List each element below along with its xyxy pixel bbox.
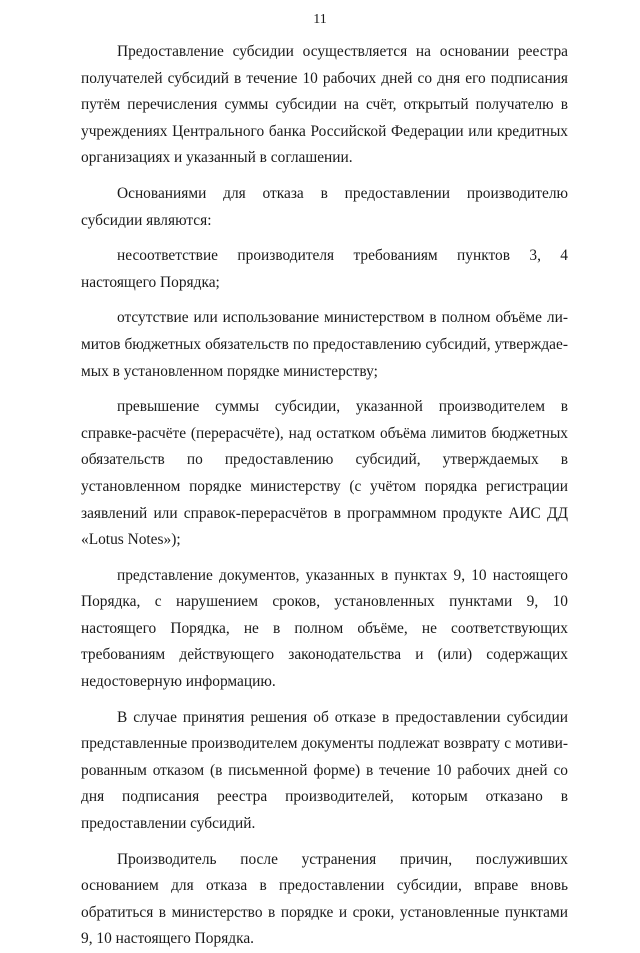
paragraph-refusal-grounds-intro: Основаниями для отказа в предоставлении производителю субсидии являются: xyxy=(81,184,568,229)
paragraph-ground-limits-exceeded: превышение суммы субсидии, указанной производителем в справке-расчёте (перерасчёте), над остатком объёма лимитов бюджетных обязательств по предоставлению субсидий, утверждаемых в установленном порядке министерству (с учётом порядка регистрации заявлений или справок-перерасчётов в программном продукте АИС ДД «Lotus Notes»); xyxy=(81,398,568,549)
page-number: 11 xyxy=(313,12,327,27)
paragraph-reapplication: Производитель после устранения причин, послуживших основанием для отказа в предоставлении субсидии, вправе вновь обратиться в министерство в порядке и сроки, установленные пунктами 9, 10 настоящего Порядка. xyxy=(81,850,568,948)
paragraph-ground-documents: представление документов, указанных в пунктах 9, 10 настоящего Порядка, с нарушением сроков, установленных пунктами 9, 10 настоящего Порядка, не в полном объёме, не соответствующих требованиям действующего законодательства и (или) содержащих недостоверную информацию. xyxy=(81,566,568,691)
paragraph-subsidy-payment: Предоставление субсидии осуществляется на основании реестра получателей субсидий в течение 10 рабочих дней со дня его подписания путём перечисления суммы субсидии на счёт, открытый получателю в учреждениях Центрального банка Российской Федерации или кредитных организациях и указанный в соглашении. xyxy=(81,43,568,167)
paragraph-ground-noncompliance: несоответствие производителя требованиям пунктов 3, 4 настоящего Порядка; xyxy=(81,247,568,291)
paragraph-refusal-return: В случае принятия решения об отказе в предоставлении субсидии представленные производителем документы подлежат возврату с мотивированным отказом (в письменной форме) в течение 10 рабочих дней со дня подписания реестра производителей, которым отказано в предоставлении субсидий. xyxy=(81,708,568,833)
document-body xyxy=(81,39,568,953)
paragraph-ground-limits-absent: отсутствие или использование министерством в полном объёме лимитов бюджетных обязательств по предоставлению субсидий, утверждаемых в установленном порядке министерству; xyxy=(81,309,568,380)
